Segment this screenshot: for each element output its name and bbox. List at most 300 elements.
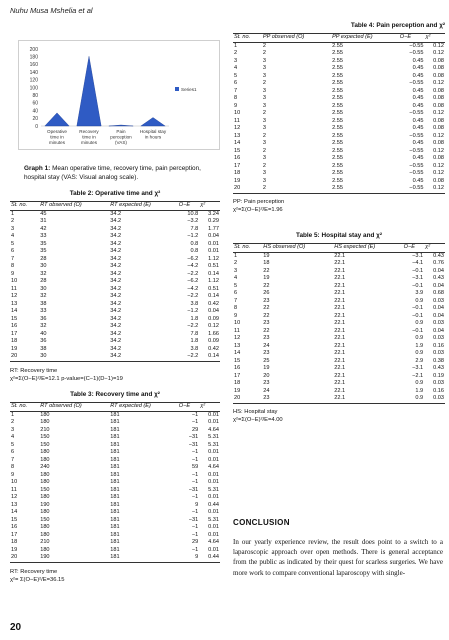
table-cell: 10.8 — [187, 210, 199, 217]
table-cell: 0.45 — [412, 125, 424, 131]
table-cell: 0.9 — [415, 320, 424, 326]
table-cell: 0.14 — [208, 293, 219, 299]
table-cell: −4.1 — [412, 260, 424, 266]
table-row — [233, 95, 445, 103]
running-header: Nuhu Musa Mshelia et al — [10, 6, 93, 15]
table-cell: 19 — [234, 387, 241, 394]
table-cell: 23 — [263, 350, 270, 356]
table-cell: 0.01 — [208, 240, 219, 247]
table-row — [233, 328, 445, 336]
table-cell: 34.2 — [110, 308, 122, 314]
table-cell: −1.2 — [187, 233, 199, 239]
table-cell: 3 — [262, 170, 267, 176]
table-cell: −1 — [191, 449, 199, 455]
table-row — [233, 335, 445, 343]
table-cell: 10 — [11, 278, 18, 284]
graph1-chart-frame — [18, 40, 220, 150]
table-cell: 2 — [262, 132, 267, 139]
table-cell: 3 — [262, 87, 267, 94]
table5-title-text: Table 5: Hospital stay and χ² — [296, 232, 382, 239]
table-cell: 31 — [40, 218, 47, 224]
table-cell: 1.12 — [208, 255, 219, 262]
table-cell: 5.31 — [208, 434, 219, 440]
table-row — [10, 457, 220, 465]
table-cell: 2.55 — [332, 162, 343, 169]
table-cell: 11 — [11, 285, 17, 292]
table-cell: 59 — [192, 464, 199, 470]
table-cell: 0.12 — [424, 185, 445, 193]
x-category-label: minutes — [80, 140, 98, 146]
table-cell: −3.1 — [412, 252, 424, 259]
table-cell: 42 — [40, 225, 47, 232]
table-cell: 0.12 — [433, 80, 444, 86]
table-cell: 19 — [263, 275, 270, 281]
table-cell: 0.45 — [412, 95, 424, 101]
table-cell: 0.51 — [208, 285, 219, 292]
table-cell: −1 — [191, 546, 199, 553]
table-cell: 20 — [10, 554, 39, 562]
table-cell: 1 — [234, 252, 238, 259]
table-cell: −1 — [191, 531, 199, 538]
table-cell: 0.04 — [433, 282, 444, 289]
table-cell: 19 — [263, 252, 270, 259]
table-row — [10, 293, 220, 301]
table-cell: 0.08 — [433, 95, 444, 101]
table-cell: 35 — [40, 240, 47, 247]
table-row — [10, 442, 220, 450]
table-cell: 3 — [234, 57, 238, 64]
table-cell: 22.1 — [334, 380, 346, 386]
table-cell: 181 — [110, 434, 120, 440]
table-cell: 20 — [10, 353, 39, 361]
table-cell: 0.01 — [208, 419, 219, 425]
table-row — [10, 524, 220, 532]
table-cell: 3 — [262, 102, 267, 109]
table-cell: 0.01 — [208, 531, 219, 538]
x-category-label: perception — [110, 134, 132, 140]
table-cell: 0.08 — [433, 125, 444, 131]
table-cell: 2 — [262, 162, 267, 169]
table-row — [233, 80, 445, 88]
table-row — [233, 88, 445, 96]
table-row — [10, 286, 220, 294]
table-cell: 0.12 — [433, 132, 444, 139]
table5-header-cell: O−E — [403, 244, 425, 253]
table-row — [10, 316, 220, 324]
table-row — [233, 283, 445, 291]
table-cell: 23 — [263, 335, 270, 341]
table-cell: 6 — [234, 80, 238, 86]
table-cell: 1.66 — [208, 330, 219, 337]
table-cell: 180 — [40, 411, 50, 418]
table-cell: 16 — [11, 524, 18, 530]
table-row — [10, 338, 220, 346]
table-row — [10, 449, 220, 457]
table-cell: 0.12 — [433, 170, 444, 176]
table2 — [10, 201, 220, 362]
table-cell: 0.12 — [433, 147, 444, 154]
table3-header-cell: St. no. — [10, 403, 39, 412]
table-cell: 12 — [11, 293, 18, 299]
table-cell: 0.01 — [208, 449, 219, 455]
table-cell: 16 — [234, 365, 241, 371]
table-cell: 181 — [110, 509, 120, 515]
table-cell: 3 — [262, 65, 267, 71]
legend-label: Series1 — [181, 86, 197, 92]
table-cell: 0.09 — [208, 315, 219, 322]
table-cell: −0.55 — [409, 132, 424, 139]
table-row — [10, 278, 220, 286]
table-row — [233, 73, 445, 81]
table-cell: 34.2 — [110, 315, 122, 322]
table-cell: 3.24 — [208, 210, 219, 217]
table-cell: 0.01 — [208, 456, 219, 463]
table-cell: −1 — [191, 456, 199, 463]
table-row — [233, 65, 445, 73]
table-cell: 2.9 — [415, 357, 424, 364]
table-cell: 29 — [192, 539, 199, 545]
table-cell: 11 — [11, 486, 17, 493]
table-cell: 0.04 — [208, 308, 219, 314]
table-cell: 0.03 — [433, 350, 444, 356]
table5-header-cell: St. no. — [233, 244, 262, 253]
table-cell: 0.19 — [433, 372, 444, 379]
table-cell: 2 — [234, 50, 238, 56]
table-cell: 0.9 — [415, 350, 424, 356]
table3-title — [10, 391, 220, 398]
page-number: 20 — [10, 622, 22, 633]
table-cell: −0.55 — [409, 50, 424, 56]
table-cell: 22.1 — [334, 342, 346, 349]
table-cell: 0.03 — [424, 395, 445, 403]
table5-footnote-2: χ²=Σ(O−E)²/E=4.00 — [233, 417, 283, 423]
table-cell: 22.1 — [334, 365, 346, 371]
table-cell: 26 — [263, 290, 270, 296]
table-cell: −2.2 — [187, 293, 199, 299]
table-cell: 0.01 — [208, 479, 219, 485]
table-cell: 2 — [262, 50, 267, 56]
table-cell: 22.1 — [334, 372, 346, 379]
table-cell: 181 — [110, 471, 120, 478]
table-cell: 9 — [234, 312, 238, 319]
table-cell: 0.42 — [208, 345, 219, 352]
table-cell: 34.2 — [110, 248, 122, 254]
y-tick-label: 60 — [32, 100, 38, 107]
table-cell: −2.2 — [187, 323, 199, 329]
table-cell: −2.1 — [412, 372, 424, 379]
table3-title-text: Table 3: Recovery time and χ² — [70, 391, 160, 398]
table-cell: 2.55 — [332, 95, 343, 101]
table-cell: 5 — [11, 441, 15, 448]
table-cell: 6 — [11, 248, 15, 254]
table-cell: 16 — [234, 155, 241, 161]
table-row — [10, 487, 220, 495]
table-cell: 19 — [11, 345, 18, 352]
graph1-caption-label: Graph 1: — [24, 165, 51, 172]
table-cell: 22 — [263, 327, 270, 334]
table-cell: 18 — [11, 338, 18, 344]
table-cell: 18 — [263, 260, 270, 266]
table-cell: 4 — [11, 434, 15, 440]
table-row — [233, 313, 445, 321]
table-cell: 0.04 — [433, 312, 444, 319]
table-cell: 22.1 — [334, 320, 346, 326]
table-cell: 190 — [40, 501, 50, 508]
table-cell: 2 — [262, 110, 267, 116]
table-cell: 5.31 — [208, 441, 219, 448]
table-row — [233, 358, 445, 366]
table-cell: 22.1 — [334, 357, 346, 364]
table-cell: 17 — [234, 372, 241, 379]
x-category-label: time in — [50, 134, 64, 140]
table-cell: 35 — [40, 248, 47, 254]
table-row — [233, 275, 445, 283]
table-cell: 210 — [40, 539, 50, 545]
table-cell: −31 — [188, 486, 199, 493]
table-row — [10, 248, 220, 256]
table-row — [10, 308, 220, 316]
conclusion-paragraph: In our yearly experience review, the result does point to a switch to a laparoscopic approach over open methods. There is general acceptance from the public as indicated by their quest for scarless surgeries. We have more work to compare conventional laparoscopy with single- — [233, 538, 443, 577]
table3-header-cell: O−E — [178, 403, 199, 412]
table-cell: 180 — [40, 456, 50, 463]
table-cell: 0.16 — [433, 387, 444, 394]
table-cell: 4.64 — [208, 464, 219, 470]
table-row — [10, 509, 220, 517]
table-cell: 38 — [40, 345, 47, 352]
table-cell: 14 — [234, 350, 241, 356]
table-cell: 2.55 — [332, 80, 343, 86]
table-cell: −0.1 — [412, 327, 424, 334]
table-cell: 7.8 — [190, 330, 199, 337]
table-row — [233, 118, 445, 126]
table2-title — [10, 190, 220, 197]
table-cell: 34.2 — [109, 353, 178, 361]
table-cell: 4.64 — [208, 539, 219, 545]
table-cell: 22 — [263, 305, 270, 311]
table-cell: 3 — [262, 57, 267, 64]
table4-header-cell: St. no. — [233, 34, 262, 43]
table-cell: 3 — [262, 140, 267, 146]
table-cell: 0.09 — [208, 338, 219, 344]
table-cell: 29 — [192, 426, 199, 433]
table-cell: −4.2 — [187, 285, 199, 292]
table-row — [10, 434, 220, 442]
table-cell: 0.14 — [208, 270, 219, 277]
table-cell: 181 — [110, 479, 120, 485]
table-cell: 2 — [262, 185, 331, 193]
table-cell: 5 — [234, 72, 238, 79]
table-cell: 24 — [263, 387, 270, 394]
table-cell: 210 — [40, 426, 50, 433]
table4-footnote-1: PP: Pain perception — [233, 199, 285, 205]
table-row — [10, 494, 220, 502]
table-cell: 1 — [11, 411, 15, 418]
table-cell: 180 — [40, 546, 50, 553]
table-cell: 17 — [11, 531, 18, 538]
table-cell: 18 — [234, 170, 241, 176]
table-cell: 9 — [11, 471, 15, 478]
table-cell: 150 — [40, 441, 50, 448]
table-cell: 1 — [11, 210, 15, 217]
table-row — [10, 547, 220, 555]
x-category-label: Operative — [47, 129, 67, 134]
table-cell: 6 — [11, 449, 15, 455]
table-row — [233, 260, 445, 268]
table-cell: 34.2 — [110, 338, 122, 344]
table-cell: 22 — [263, 312, 270, 319]
table-cell: 23 — [262, 395, 333, 403]
table4-header-cell: PP expected (E) — [331, 34, 399, 43]
table-cell: 0.08 — [433, 140, 444, 146]
table-cell: 34.2 — [110, 323, 122, 329]
table-cell: 36 — [40, 338, 47, 344]
table-row — [233, 320, 445, 328]
table-cell: 34.2 — [110, 263, 122, 269]
table-cell: 0.08 — [433, 155, 444, 161]
table-cell: 2.55 — [332, 110, 343, 116]
table-cell: 6 — [234, 290, 238, 296]
table-cell: −2.2 — [178, 353, 199, 361]
table-cell: 33 — [40, 233, 47, 239]
table-cell: 34.2 — [110, 300, 122, 307]
table-cell: 181 — [110, 456, 120, 463]
table5-header-cell: HS expected (E) — [333, 244, 402, 253]
x-category-label: (VAS) — [115, 140, 127, 146]
table-cell: 0.45 — [412, 117, 424, 124]
table-cell: 12 — [11, 494, 18, 500]
table-cell: 13 — [234, 342, 241, 349]
table-cell: 8 — [234, 305, 238, 311]
table-cell: 180 — [40, 524, 50, 530]
table-cell: 16 — [11, 323, 18, 329]
table-cell: 4 — [234, 275, 238, 281]
table-cell: 3 — [262, 117, 267, 124]
table-row — [233, 103, 445, 111]
table-cell: 36 — [40, 315, 47, 322]
table-cell: 34.2 — [110, 293, 122, 299]
table-cell: 0.45 — [412, 87, 424, 94]
table-cell: 2.55 — [332, 132, 343, 139]
table-row — [10, 517, 220, 525]
table-cell: 150 — [40, 486, 50, 493]
table-cell: 8 — [11, 464, 15, 470]
table-row — [10, 256, 220, 264]
table-cell: 181 — [110, 516, 120, 523]
table-cell: −1 — [191, 494, 199, 500]
table-row — [233, 125, 445, 133]
table-cell: 1.9 — [415, 387, 424, 394]
table-cell: 3 — [11, 225, 15, 232]
table-row — [233, 50, 445, 58]
table-row — [10, 554, 220, 562]
table-cell: 34.2 — [110, 330, 122, 337]
table-cell: 1.9 — [415, 342, 424, 349]
table-cell: −0.55 — [409, 110, 424, 116]
table-row — [233, 42, 445, 50]
table-cell: 20 — [263, 372, 270, 379]
table-cell: −0.1 — [412, 305, 424, 311]
table-cell: 13 — [11, 300, 18, 307]
table-cell: 0.45 — [412, 72, 424, 79]
table-cell: 0.51 — [208, 263, 219, 269]
table-row — [10, 263, 220, 271]
table-cell: 1.77 — [208, 225, 219, 232]
table-cell: −0.55 — [409, 162, 424, 169]
table-cell: −1 — [191, 419, 199, 425]
table-cell: 181 — [110, 531, 120, 538]
table-cell: 28 — [40, 278, 47, 284]
table-cell: 0.03 — [433, 380, 444, 386]
table-cell: 0.45 — [412, 65, 424, 71]
x-category-label: in hours — [144, 134, 162, 140]
table-cell: 22.1 — [334, 290, 346, 296]
table-row — [233, 268, 445, 276]
table5-footnote-1: HS: Hospital stay — [233, 409, 278, 415]
table-cell: 18 — [234, 380, 241, 386]
table-cell: 0.04 — [433, 267, 444, 274]
table-cell: −1 — [191, 509, 199, 515]
table-cell: 2 — [11, 218, 15, 224]
table-cell: −2.2 — [187, 270, 199, 277]
table-cell: 2.55 — [332, 147, 343, 154]
table-cell: 0.45 — [412, 177, 424, 184]
table5-header-row — [233, 244, 445, 253]
table-row — [10, 539, 220, 547]
table-cell: 181 — [110, 539, 120, 545]
table-cell: 2.55 — [332, 125, 343, 131]
y-tick-label: 20 — [32, 116, 38, 123]
table-cell: 3 — [234, 267, 238, 274]
table-cell: 34.2 — [110, 210, 122, 217]
table-cell: 7 — [11, 255, 15, 262]
table-cell: 25 — [263, 357, 270, 364]
table-cell: 34.2 — [110, 225, 122, 232]
table-cell: 20 — [233, 185, 262, 193]
table-cell: 32 — [40, 293, 47, 299]
table-cell: 30 — [40, 263, 47, 269]
table-row — [233, 133, 445, 141]
table-cell: 5 — [234, 282, 238, 289]
table-cell: 2 — [262, 147, 267, 154]
table-cell: 0.01 — [208, 524, 219, 530]
table-cell: −1 — [191, 471, 199, 478]
table-cell: 22.1 — [334, 312, 346, 319]
y-tick-label: 180 — [29, 54, 38, 61]
table-cell: 0.8 — [190, 248, 199, 254]
table-cell: 32 — [40, 270, 47, 277]
table-cell: −6.2 — [187, 255, 199, 262]
table2-header-cell: O−E — [178, 202, 199, 211]
table-cell: 0.08 — [433, 65, 444, 71]
table-cell: 40 — [40, 330, 47, 337]
table-cell: 34.2 — [110, 345, 122, 352]
table-cell: 2 — [262, 80, 267, 86]
table-cell: 2.55 — [332, 57, 343, 64]
table5-header-cell: HS observed (O) — [262, 244, 333, 253]
table-row — [233, 365, 445, 373]
table-cell: 34.2 — [110, 233, 122, 239]
table-cell: 2 — [262, 42, 267, 49]
table-cell: 0.08 — [433, 87, 444, 94]
table-cell: 0.12 — [433, 50, 444, 56]
table-cell: 181 — [110, 486, 120, 493]
table-cell: 10 — [234, 320, 241, 326]
table-cell: 2.55 — [332, 155, 343, 161]
table-cell: 19 — [11, 546, 18, 553]
table5-title — [233, 232, 445, 239]
table-cell: −3.2 — [187, 218, 199, 224]
table-cell: 3 — [262, 155, 267, 161]
